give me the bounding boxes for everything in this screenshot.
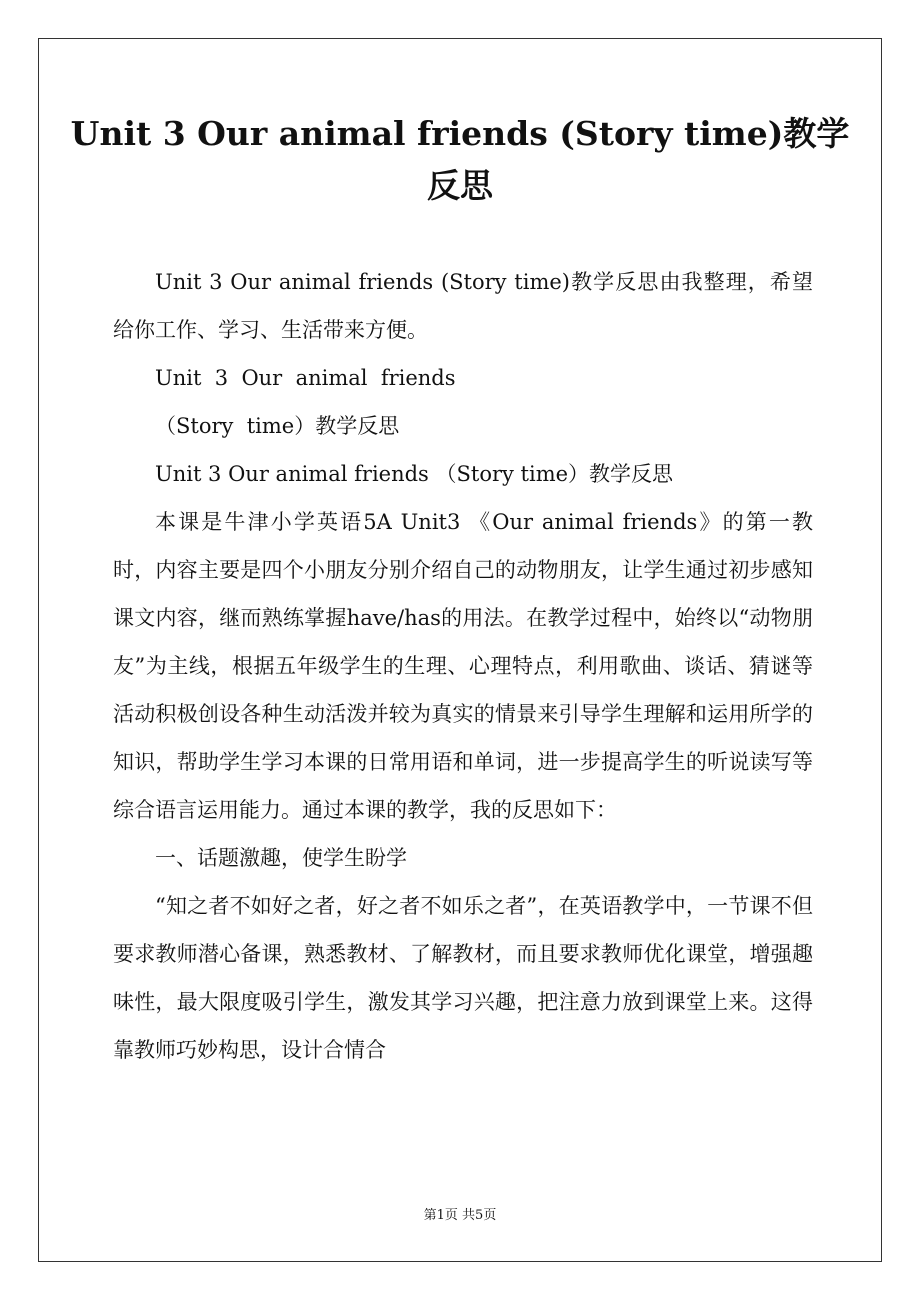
section-heading: 一、话题激趣，使学生盼学 [155, 846, 407, 870]
body-paragraph: 本课是牛津小学英语5A Unit3 《Our animal friends》的第一教时，内容主要是四个小朋友分别介绍自己的动物朋友，让学生通过初步感知课文内容，继而熟练掌握have/has的用法。在教学过程中，始终以“动物朋友”为主线，根据五年级学生的生理、心理特点，利用歌曲、谈话、猜谜等活动积极创设各种生动活泼并较为真实的情景来引导学生理解和运用所学的知识，帮助学生学习本课的日常用语和单词，进一步提高学生的听说读写等综合语言运用能力。通过本课的教学，我的反思如下： [113, 510, 813, 822]
subtitle-line-1: Unit 3 Our animal friends [155, 366, 456, 390]
document-title: Unit 3 Our animal friends (Story time)教学反思 [70, 114, 850, 205]
subtitle-line-2: （Story time）教学反思 [155, 414, 400, 438]
intro-paragraph: Unit 3 Our animal friends (Story time)教学反思由我整理，希望给你工作、学习、生活带来方便。 [113, 270, 813, 342]
document-body [113, 258, 813, 1074]
body-paragraph: “知之者不如好之者，好之者不如乐之者”，在英语教学中，一节课不但要求教师潜心备课，熟悉教材、了解教材，而且要求教师优化课堂，增强趣味性，最大限度吸引学生，激发其学习兴趣，把注意力放到课堂上来。这得靠教师巧妙构思，设计合情合 [113, 894, 813, 1062]
subtitle-line-3: Unit 3 Our animal friends （Story time）教学反思 [155, 462, 674, 486]
page-footer: 第1页 共5页 [423, 1208, 497, 1223]
